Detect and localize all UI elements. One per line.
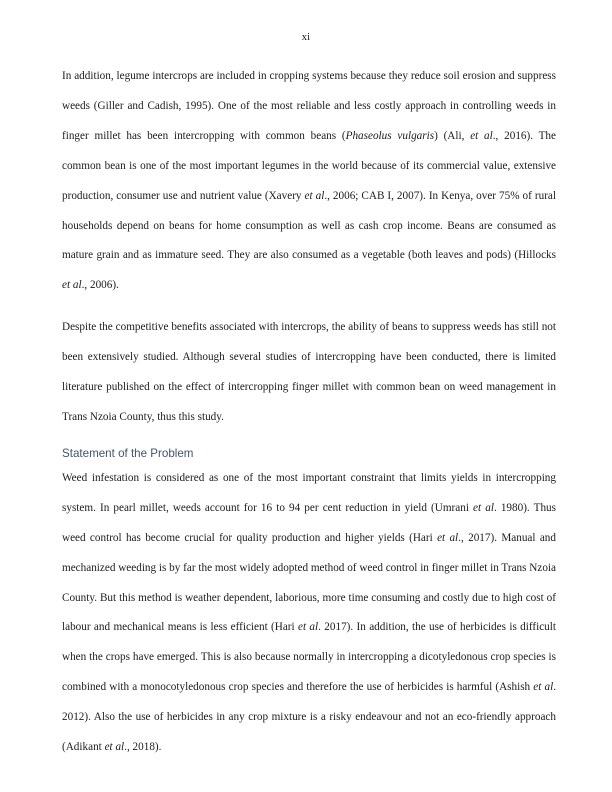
- para3-segment-i: . 2012). Also the use of herbicides in any crop mixture is a risky endeavour and not an eco-friendly approach (Adikant: [62, 681, 556, 754]
- paragraph-research-gap: Despite the competitive benefits associated with intercrops, the ability of beans to suppress weeds has still not been extensively studied. Although several studies of intercropping have been conducted, there is limited literature published on the effect of intercropping finger millet with common bean on weed management in Trans Nzoia County, thus this study.: [62, 321, 556, 423]
- para3-etal-4: et al: [533, 681, 554, 694]
- para1-segment-g: ., 2006; CAB I, 2007). In Kenya, over 75% of rural households depend on beans for home consumption as well as cash crop income. Beans are consumed as mature grain and as immature seed. They are also consumed as a vegetable (both leaves and pods) (Hillocks: [62, 189, 556, 262]
- para3-segment-c: . 1980). Thus weed control has become crucial for quality production and higher yields (Hari: [62, 501, 557, 544]
- para3-segment-a: Weed infestation is considered as one of the most important constraint that limits yields in intercropping system. In pearl millet, weeds account for 16 to 94 per cent reduction in yield (Umrani: [62, 471, 556, 514]
- para3-segment-g: . 2017). In addition, the use of herbicides is difficult when the crops have emerged. This is also because normally in intercropping a dicotyledonous crop species is combined with a monocotyledonous crop species and therefore the use of herbicides is harmful (Ashish: [62, 621, 556, 694]
- paragraph-weed-infestation: [62, 464, 556, 763]
- para3-segment-k: ., 2018).: [124, 741, 162, 754]
- para3-etal-5: et al: [104, 741, 125, 754]
- para1-segment-i: ., 2006).: [81, 279, 119, 292]
- heading-statement-of-the-problem: Statement of the Problem: [62, 446, 194, 460]
- para1-etal-3: et al: [62, 279, 82, 292]
- page-content: [62, 62, 556, 763]
- species-name-phaseolus-vulgaris: Phaseolus vulgaris: [345, 129, 435, 142]
- para1-etal-2: et al: [304, 189, 325, 202]
- para1-etal-1: et al: [470, 129, 493, 142]
- para3-etal-3: et al: [298, 621, 319, 634]
- page-number: xi: [301, 32, 311, 43]
- para3-etal-2: et al: [437, 531, 459, 544]
- para1-segment-c: ) (Ali,: [434, 129, 471, 142]
- para3-segment-e: ., 2017). Manual and mechanized weeding is by far the most widely adopted method of weed control in finger millet in Trans Nzoia County. But this method is weather dependent, laborious, more time consuming and costly due to high cost of labour and mechanical means is less efficient (Hari: [62, 531, 556, 634]
- para1-segment-a: In addition, legume intercrops are included in cropping systems because they reduce soil erosion and suppress weeds (Giller and Cadish, 1995). One of the most reliable and less costly approach in controlling weeds in finger millet has been intercropping with common beans (: [62, 70, 556, 142]
- para3-etal-1: et al: [473, 501, 494, 514]
- section-statement-of-the-problem: [62, 446, 556, 763]
- para1-segment-e: ., 2016). The common bean is one of the most important legumes in the world because of its commercial value, extensive production, consumer use and nutrient value (Xavery: [62, 129, 556, 202]
- paragraph-intercrops-benefits: [62, 62, 556, 301]
